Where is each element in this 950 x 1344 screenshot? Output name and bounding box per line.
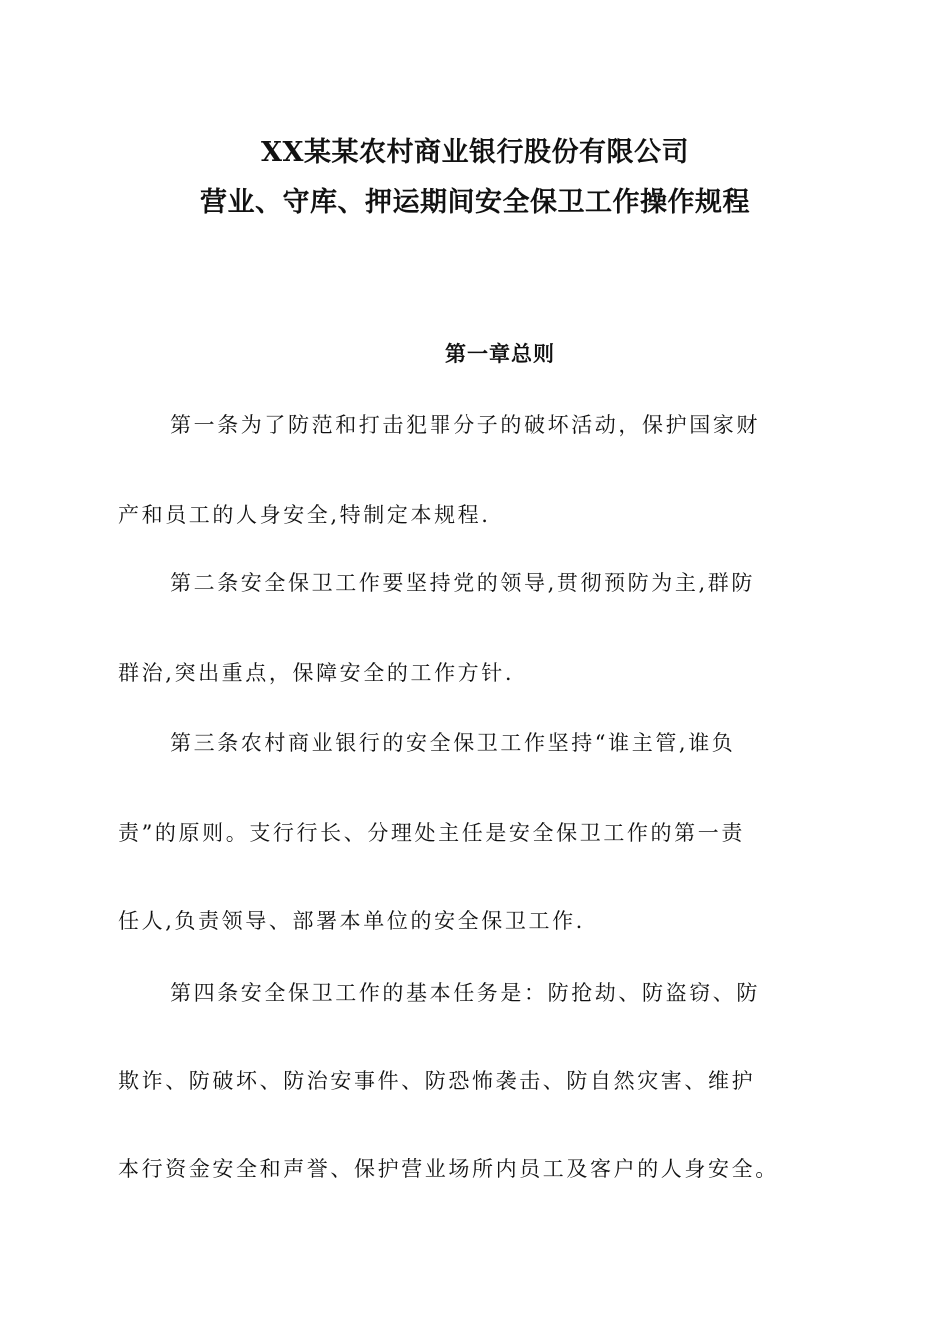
article-2-line-2: 群治,突出重点，保障安全的工作方针. xyxy=(118,661,515,685)
document-title-line-1: XX某某农村商业银行股份有限公司 xyxy=(261,137,689,168)
article-3-line-1: 第三条农村商业银行的安全保卫工作坚持“谁主管,谁负 xyxy=(170,731,736,755)
chapter-heading: 第一章总则 xyxy=(445,341,555,366)
article-2-line-1: 第二条安全保卫工作要坚持党的领导,贯彻预防为主,群防 xyxy=(170,571,755,595)
article-4-line-2: 欺诈、防破坏、防治安事件、防恐怖袭击、防自然灾害、维护 xyxy=(118,1069,756,1093)
document-title-line-2: 营业、守库、押运期间安全保卫工作操作规程 xyxy=(200,187,750,218)
article-4-line-3: 本行资金安全和声誉、保护营业场所内员工及客户的人身安全。 xyxy=(118,1157,779,1181)
article-4-line-1: 第四条安全保卫工作的基本任务是：防抢劫、防盗窃、防 xyxy=(170,981,760,1005)
article-1-line-1: 第一条为了防范和打击犯罪分子的破坏活动，保护国家财 xyxy=(170,413,760,437)
article-3-line-2: 责”的原则。支行行长、分理处主任是安全保卫工作的第一责 xyxy=(118,821,745,845)
article-3-line-3: 任人,负责领导、部署本单位的安全保卫工作. xyxy=(118,909,585,933)
article-1-line-2: 产和员工的人身安全,特制定本规程. xyxy=(118,503,491,527)
